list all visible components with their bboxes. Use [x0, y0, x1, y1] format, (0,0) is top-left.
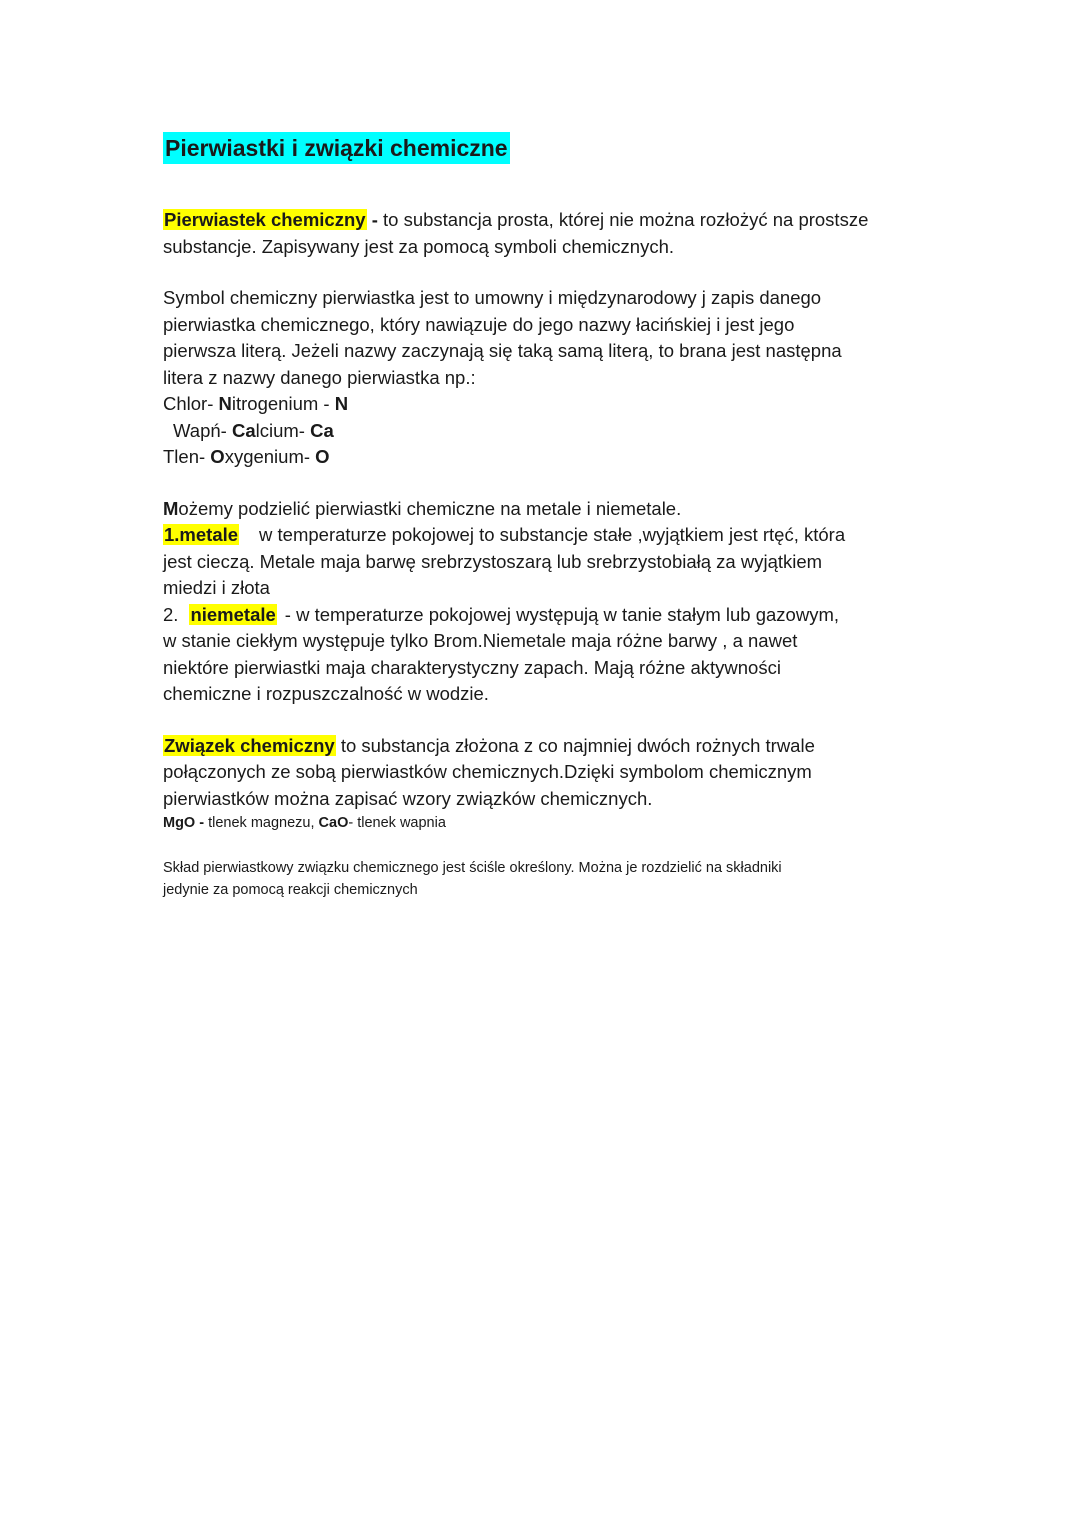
symbol-text-line-2: pierwiastka chemicznego, który nawiązuje do jego nazwy łacińskiej i jest jego	[163, 313, 795, 335]
formula-mgo-name: tlenek magnezu,	[204, 815, 319, 831]
metale-line-2: jest cieczą. Metale maja barwę srebrzystoszarą lub srebrzystobiałą za wyjątkiem	[163, 550, 823, 572]
niemetale-line-1	[163, 602, 923, 629]
example-symbol: Ca	[310, 419, 334, 441]
compound-line-3: pierwiastków można zapisać wzory związków chemicznych.	[163, 787, 653, 809]
niemetale-line-2: w stanie ciekłym występuje tylko Brom.Niemetale maja różne barwy , a nawet	[163, 630, 798, 651]
niemetale-line-3: niektóre pierwiastki maja charakterystyczny zapach. Mają różne aktywności	[163, 656, 781, 678]
definition-element-text-1: to substancja prosta, której nie można rozłożyć na prostsze	[383, 209, 869, 230]
term-metale: 1.metale	[164, 524, 239, 545]
formula-mgo: MgO -	[163, 815, 205, 831]
metale-line-3: miedzi i złota	[163, 577, 270, 598]
example-name: Tlen-	[163, 446, 211, 467]
example-bold-prefix: Ca	[231, 419, 256, 441]
example-bold-prefix: O	[210, 446, 225, 467]
definition-element-line-2: substancje. Zapisywany jest za pomocą symboli chemicznych.	[163, 235, 675, 257]
symbol-text-line-1: Symbol chemiczny pierwiastka jest to umowny i międzynarodowy j zapis danego	[163, 287, 822, 308]
compound-text-1: to substancja złożona z co najmniej dwóch rożnych trwale	[340, 734, 815, 756]
compound-examples	[163, 812, 923, 834]
composition-line-1: Skład pierwiastkowy związku chemicznego jest ściśle określony. Można je rozdzielić na składniki	[163, 860, 782, 876]
example-bold-prefix: N	[218, 393, 232, 414]
example-name: Wapń-	[173, 419, 232, 441]
document-content	[163, 132, 923, 901]
compound-line-1	[163, 733, 923, 760]
example-rest: lcium-	[255, 419, 311, 441]
niemetale-number: 2.	[163, 603, 179, 625]
definition-element-line-1	[163, 207, 923, 234]
example-rest: xygenium-	[224, 446, 316, 467]
example-symbol: N	[334, 393, 349, 414]
spacer	[163, 834, 923, 857]
intro-text: ożemy podzielić pierwiastki chemiczne na metale i niemetale.	[178, 497, 682, 519]
example-rest: itrogenium -	[231, 393, 335, 414]
metale-text-1: w temperaturze pokojowej to substancje stałe ,wyjątkiem jest rtęć, która	[259, 524, 846, 545]
niemetale-text-1: - w temperaturze pokojowej występują w tanie stałym lub gazowym,	[284, 603, 840, 625]
symbol-text-line-3: pierwsza literą. Jeżeli nazwy zaczynają się taką samą literą, to brana jest następna	[163, 340, 842, 361]
metale-line-1	[163, 522, 923, 549]
classification-intro	[163, 496, 923, 523]
example-symbol: O	[315, 446, 330, 467]
term-pierwiastek-chemiczny: Pierwiastek chemiczny	[164, 209, 366, 230]
intro-bold-letter: M	[163, 497, 179, 519]
composition-line-2: jedynie za pomocą reakcji chemicznych	[163, 882, 418, 898]
symbol-text-line-4: litera z nazwy danego pierwiastka np.:	[163, 366, 476, 388]
compound-line-2: połączonych ze sobą pierwiastków chemicznych.Dzięki symbolom chemicznym	[163, 761, 812, 782]
term-zwiazek-chemiczny: Związek chemiczny	[164, 734, 335, 756]
spacer	[163, 260, 923, 285]
example-name: Chlor-	[163, 393, 219, 414]
spacer	[163, 708, 923, 733]
spacer	[163, 471, 923, 496]
example-line-wapn	[163, 418, 923, 445]
formula-cao: CaO	[318, 815, 349, 831]
example-line-chlor	[163, 391, 923, 418]
term-dash: -	[366, 209, 384, 230]
term-niemetale: niemetale	[190, 603, 276, 625]
formula-cao-name: - tlenek wapnia	[348, 815, 446, 831]
niemetale-line-4: chemiczne i rozpuszczalność w wodzie.	[163, 683, 489, 704]
page-title: Pierwiastki i związki chemiczne	[163, 132, 510, 164]
example-line-tlen	[163, 444, 923, 471]
